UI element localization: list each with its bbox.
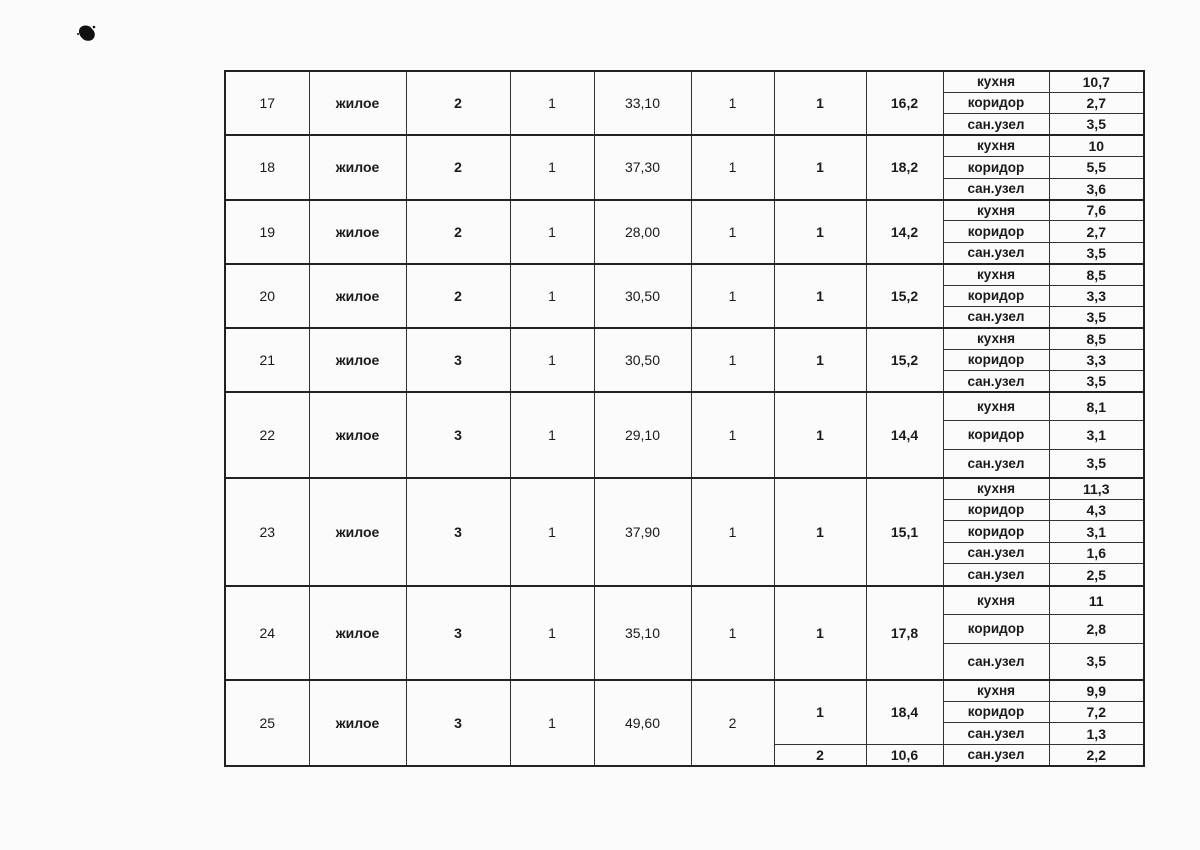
auxiliary-room-name-cell: сан.узел xyxy=(943,744,1049,766)
auxiliary-room-area-cell: 3,5 xyxy=(1049,449,1144,478)
auxiliary-room-area-cell: 5,5 xyxy=(1049,157,1144,178)
living-room-area-cell: 18,2 xyxy=(866,135,943,199)
auxiliary-room-name-cell: кухня xyxy=(943,264,1049,285)
table-row xyxy=(225,586,1144,615)
auxiliary-room-area-cell: 3,3 xyxy=(1049,285,1144,306)
apartment-number-cell: 23 xyxy=(225,478,309,586)
column-4-cell: 1 xyxy=(510,680,594,766)
apartment-number-cell: 19 xyxy=(225,200,309,264)
living-rooms-count-cell: 1 xyxy=(691,586,774,680)
auxiliary-room-area-cell: 8,5 xyxy=(1049,264,1144,285)
auxiliary-room-area-cell: 3,3 xyxy=(1049,349,1144,370)
table-row xyxy=(225,71,1144,92)
premises-type-cell: жилое xyxy=(309,200,406,264)
premises-type-cell: жилое xyxy=(309,328,406,392)
apartment-number-cell: 22 xyxy=(225,392,309,478)
premises-type-cell: жилое xyxy=(309,135,406,199)
auxiliary-room-name-cell: кухня xyxy=(943,586,1049,615)
floor-cell: 2 xyxy=(406,264,510,328)
auxiliary-room-area-cell: 8,5 xyxy=(1049,328,1144,349)
auxiliary-room-name-cell: коридор xyxy=(943,92,1049,113)
auxiliary-room-area-cell: 11,3 xyxy=(1049,478,1144,499)
floor-cell: 3 xyxy=(406,680,510,766)
floor-cell: 3 xyxy=(406,328,510,392)
auxiliary-room-name-cell: сан.узел xyxy=(943,371,1049,392)
living-room-area-cell: 14,2 xyxy=(866,200,943,264)
table-row xyxy=(225,200,1144,221)
auxiliary-room-name-cell: коридор xyxy=(943,157,1049,178)
living-room-area-cell: 10,6 xyxy=(866,744,943,766)
total-area-cell: 30,50 xyxy=(594,264,691,328)
living-rooms-count-cell: 1 xyxy=(691,200,774,264)
auxiliary-room-name-cell: коридор xyxy=(943,615,1049,644)
column-4-cell: 1 xyxy=(510,264,594,328)
total-area-cell: 35,10 xyxy=(594,586,691,680)
living-room-index-cell: 1 xyxy=(774,328,866,392)
auxiliary-room-name-cell: коридор xyxy=(943,221,1049,242)
auxiliary-room-name-cell: сан.узел xyxy=(943,564,1049,586)
living-room-index-cell: 1 xyxy=(774,200,866,264)
premises-type-cell: жилое xyxy=(309,586,406,680)
auxiliary-room-name-cell: коридор xyxy=(943,499,1049,520)
auxiliary-room-area-cell: 3,5 xyxy=(1049,643,1144,680)
premises-type-cell: жилое xyxy=(309,478,406,586)
auxiliary-room-area-cell: 2,7 xyxy=(1049,221,1144,242)
auxiliary-room-name-cell: коридор xyxy=(943,521,1049,542)
auxiliary-room-area-cell: 8,1 xyxy=(1049,392,1144,421)
column-4-cell: 1 xyxy=(510,71,594,135)
premises-type-cell: жилое xyxy=(309,71,406,135)
living-room-index-cell: 1 xyxy=(774,135,866,199)
auxiliary-room-area-cell: 2,5 xyxy=(1049,564,1144,586)
apartment-number-cell: 24 xyxy=(225,586,309,680)
table-row xyxy=(225,680,1144,701)
auxiliary-room-area-cell: 7,2 xyxy=(1049,701,1144,722)
column-4-cell: 1 xyxy=(510,135,594,199)
auxiliary-room-area-cell: 3,5 xyxy=(1049,371,1144,392)
total-area-cell: 37,30 xyxy=(594,135,691,199)
auxiliary-room-area-cell: 7,6 xyxy=(1049,200,1144,221)
living-room-area-cell: 15,2 xyxy=(866,264,943,328)
total-area-cell: 28,00 xyxy=(594,200,691,264)
living-rooms-count-cell: 1 xyxy=(691,392,774,478)
living-room-area-cell: 15,2 xyxy=(866,328,943,392)
auxiliary-room-area-cell: 3,1 xyxy=(1049,421,1144,450)
auxiliary-room-area-cell: 10 xyxy=(1049,135,1144,156)
apartment-number-cell: 17 xyxy=(225,71,309,135)
living-room-index-cell: 2 xyxy=(774,744,866,766)
auxiliary-room-name-cell: коридор xyxy=(943,285,1049,306)
auxiliary-room-area-cell: 3,6 xyxy=(1049,178,1144,199)
auxiliary-room-area-cell: 2,7 xyxy=(1049,92,1144,113)
auxiliary-room-name-cell: сан.узел xyxy=(943,114,1049,135)
living-rooms-count-cell: 1 xyxy=(691,478,774,586)
table-row xyxy=(225,392,1144,421)
apartment-number-cell: 25 xyxy=(225,680,309,766)
column-4-cell: 1 xyxy=(510,478,594,586)
auxiliary-room-name-cell: сан.узел xyxy=(943,643,1049,680)
total-area-cell: 49,60 xyxy=(594,680,691,766)
auxiliary-room-name-cell: сан.узел xyxy=(943,242,1049,263)
auxiliary-room-area-cell: 2,8 xyxy=(1049,615,1144,644)
living-rooms-count-cell: 1 xyxy=(691,264,774,328)
auxiliary-room-area-cell: 1,3 xyxy=(1049,723,1144,744)
floor-cell: 2 xyxy=(406,200,510,264)
column-4-cell: 1 xyxy=(510,586,594,680)
auxiliary-room-area-cell: 10,7 xyxy=(1049,71,1144,92)
apartment-number-cell: 21 xyxy=(225,328,309,392)
auxiliary-room-area-cell: 9,9 xyxy=(1049,680,1144,701)
auxiliary-room-name-cell: коридор xyxy=(943,349,1049,370)
premises-type-cell: жилое xyxy=(309,392,406,478)
living-room-area-cell: 15,1 xyxy=(866,478,943,586)
living-rooms-count-cell: 1 xyxy=(691,135,774,199)
auxiliary-room-area-cell: 3,5 xyxy=(1049,307,1144,328)
living-room-index-cell: 1 xyxy=(774,586,866,680)
auxiliary-room-area-cell: 1,6 xyxy=(1049,542,1144,563)
living-rooms-count-cell: 2 xyxy=(691,680,774,766)
total-area-cell: 37,90 xyxy=(594,478,691,586)
table-body xyxy=(225,71,1144,766)
living-room-index-cell: 1 xyxy=(774,478,866,586)
auxiliary-room-name-cell: кухня xyxy=(943,200,1049,221)
auxiliary-room-name-cell: кухня xyxy=(943,680,1049,701)
total-area-cell: 30,50 xyxy=(594,328,691,392)
apartment-number-cell: 20 xyxy=(225,264,309,328)
auxiliary-room-name-cell: кухня xyxy=(943,392,1049,421)
auxiliary-room-name-cell: коридор xyxy=(943,421,1049,450)
total-area-cell: 33,10 xyxy=(594,71,691,135)
living-room-area-cell: 18,4 xyxy=(866,680,943,744)
auxiliary-room-area-cell: 4,3 xyxy=(1049,499,1144,520)
auxiliary-room-name-cell: кухня xyxy=(943,328,1049,349)
auxiliary-room-name-cell: сан.узел xyxy=(943,449,1049,478)
floor-cell: 3 xyxy=(406,392,510,478)
living-room-index-cell: 1 xyxy=(774,264,866,328)
living-rooms-count-cell: 1 xyxy=(691,71,774,135)
floor-cell: 3 xyxy=(406,586,510,680)
auxiliary-room-name-cell: коридор xyxy=(943,701,1049,722)
auxiliary-room-name-cell: кухня xyxy=(943,478,1049,499)
living-room-index-cell: 1 xyxy=(774,392,866,478)
auxiliary-room-name-cell: кухня xyxy=(943,135,1049,156)
premises-type-cell: жилое xyxy=(309,680,406,766)
apartments-table xyxy=(224,70,1145,767)
auxiliary-room-name-cell: сан.узел xyxy=(943,307,1049,328)
auxiliary-room-area-cell: 2,2 xyxy=(1049,744,1144,766)
table-row xyxy=(225,478,1144,499)
table-row xyxy=(225,264,1144,285)
living-room-area-cell: 14,4 xyxy=(866,392,943,478)
auxiliary-room-area-cell: 11 xyxy=(1049,586,1144,615)
column-4-cell: 1 xyxy=(510,392,594,478)
auxiliary-room-area-cell: 3,5 xyxy=(1049,242,1144,263)
column-4-cell: 1 xyxy=(510,328,594,392)
auxiliary-room-area-cell: 3,5 xyxy=(1049,114,1144,135)
living-room-area-cell: 16,2 xyxy=(866,71,943,135)
column-4-cell: 1 xyxy=(510,200,594,264)
table-row xyxy=(225,328,1144,349)
living-room-index-cell: 1 xyxy=(774,71,866,135)
floor-cell: 3 xyxy=(406,478,510,586)
living-room-area-cell: 17,8 xyxy=(866,586,943,680)
auxiliary-room-area-cell: 3,1 xyxy=(1049,521,1144,542)
living-room-index-cell: 1 xyxy=(774,680,866,744)
apartment-number-cell: 18 xyxy=(225,135,309,199)
floor-cell: 2 xyxy=(406,71,510,135)
auxiliary-room-name-cell: кухня xyxy=(943,71,1049,92)
living-rooms-count-cell: 1 xyxy=(691,328,774,392)
ink-blot-icon xyxy=(76,22,98,44)
floor-cell: 2 xyxy=(406,135,510,199)
table-row xyxy=(225,135,1144,156)
premises-type-cell: жилое xyxy=(309,264,406,328)
total-area-cell: 29,10 xyxy=(594,392,691,478)
auxiliary-room-name-cell: сан.узел xyxy=(943,178,1049,199)
auxiliary-room-name-cell: сан.узел xyxy=(943,723,1049,744)
auxiliary-room-name-cell: сан.узел xyxy=(943,542,1049,563)
